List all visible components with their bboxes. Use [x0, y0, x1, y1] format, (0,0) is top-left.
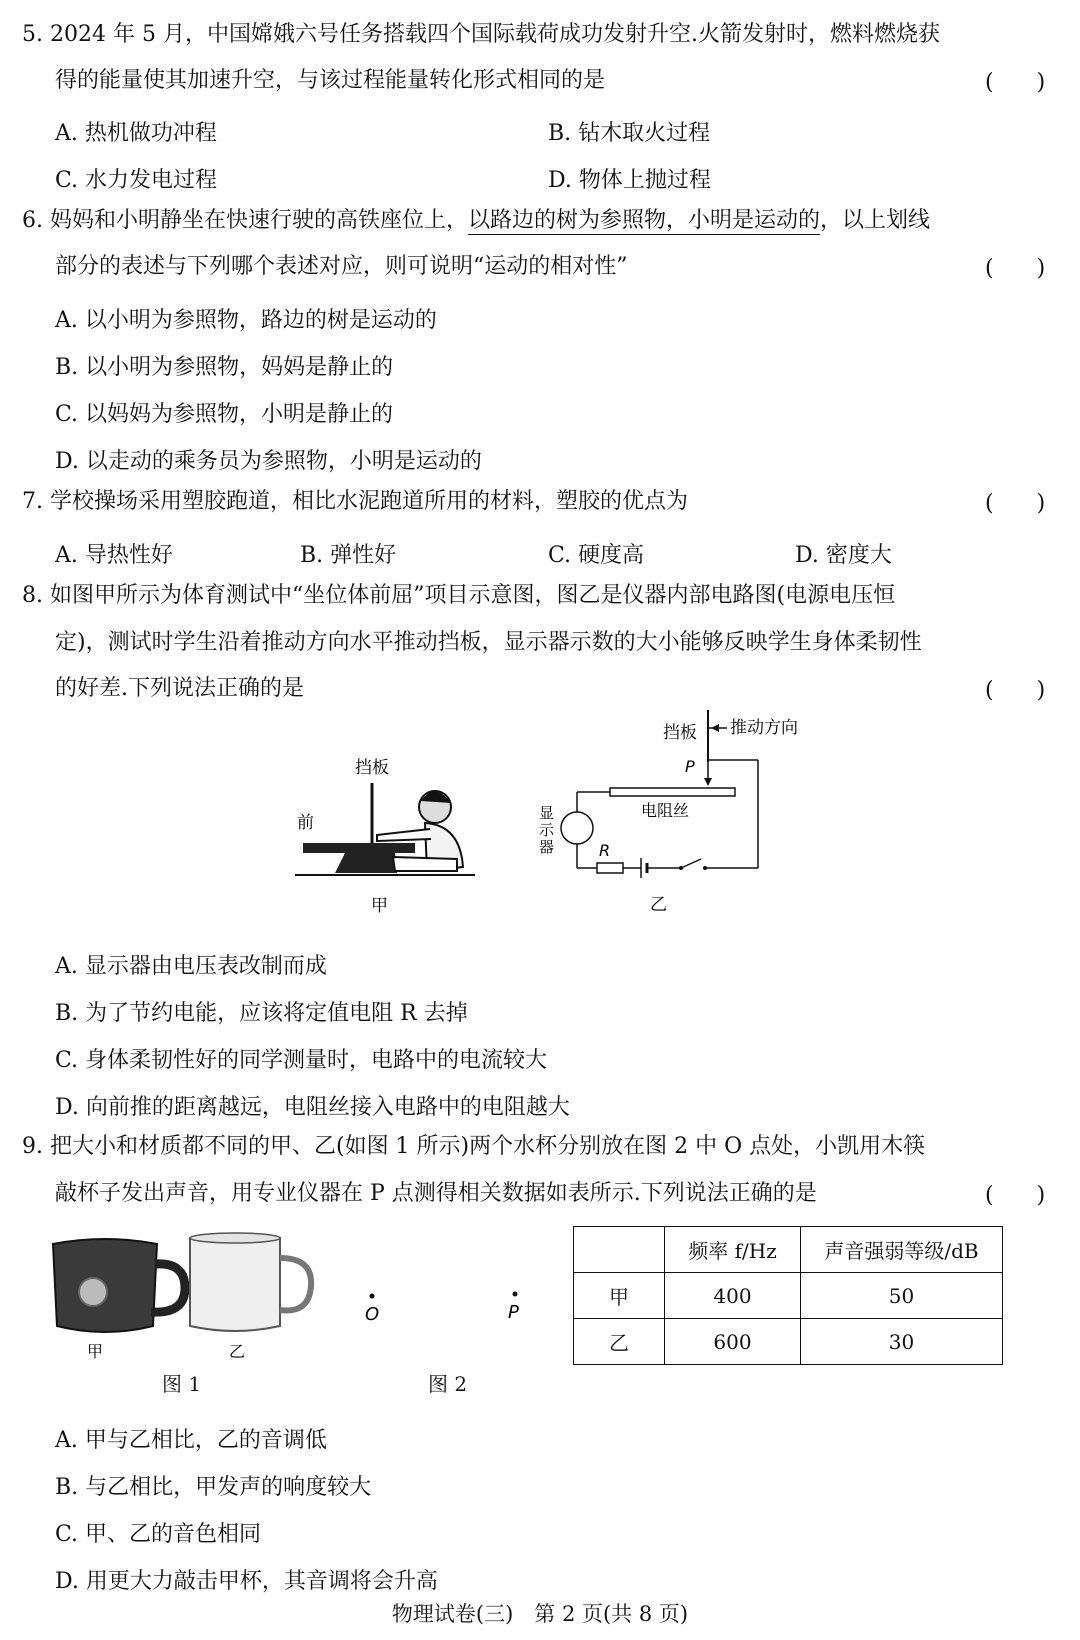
figure-circuit — [539, 708, 798, 923]
q6-answer-blank[interactable]: ( ) — [985, 256, 1064, 281]
fig-jia-bench-base — [335, 853, 397, 873]
figure-points — [360, 1290, 540, 1330]
fig2-caption: 图 2 — [428, 1372, 468, 1396]
fig-yi-slider-tip — [704, 778, 712, 786]
table-cell-frequency: 600 — [665, 1319, 801, 1365]
q9-answer-blank[interactable]: ( ) — [985, 1183, 1064, 1208]
fig-yi-direction-arrow — [711, 724, 719, 732]
q6-stem-line2: 部分的表述与下列哪个表述对应，则可说明“运动的相对性” — [55, 254, 628, 279]
table-header-blank — [574, 1227, 665, 1273]
q7-option-b[interactable]: B. 弹性好 — [300, 543, 397, 568]
table-cell-loudness: 50 — [801, 1273, 1003, 1319]
q5-option-d[interactable]: D. 物体上抛过程 — [548, 168, 711, 193]
q6-underlined-phrase: 以路边的树为参照物，小明是运动的 — [468, 208, 821, 233]
q7-option-c[interactable]: C. 硬度高 — [548, 543, 645, 568]
q8-stem-line3: 的好差.下列说法正确的是 — [55, 676, 304, 701]
q6-stem-part1: 6. 妈妈和小明静坐在快速行驶的高铁座位上， — [22, 208, 468, 233]
page-footer: 物理试卷(三) 第 2 页(共 8 页) — [391, 1602, 689, 1626]
table-header-frequency: 频率 f/Hz — [665, 1227, 801, 1273]
point-p-label: P — [508, 1302, 519, 1323]
q6-option-b[interactable]: B. 以小明为参照物，妈妈是静止的 — [55, 355, 394, 380]
table-header-row — [574, 1227, 1003, 1273]
q9-option-d[interactable]: D. 用更大力敲击甲杯，其音调将会升高 — [55, 1569, 438, 1594]
table-row — [574, 1273, 1003, 1319]
fig-jia-bench-top — [303, 843, 415, 853]
q8-option-d[interactable]: D. 向前推的距离越远，电阻丝接入电路中的电阻越大 — [55, 1095, 570, 1120]
fig-yi-caption: 乙 — [650, 895, 667, 915]
table-header-loudness: 声音强弱等级/dB — [801, 1227, 1003, 1273]
q6-stem-part2: ，以上划线 — [820, 208, 931, 233]
fig-yi-r-label: R — [599, 841, 611, 860]
q6-option-c[interactable]: C. 以妈妈为参照物，小明是静止的 — [55, 402, 394, 427]
fig-yi-wire-label: 电阻丝 — [641, 801, 690, 820]
fig-yi-display-label-1: 显 — [539, 804, 555, 822]
q8-option-c[interactable]: C. 身体柔韧性好的同学测量时，电路中的电流较大 — [55, 1048, 548, 1073]
fig-yi-resistance-wire — [610, 788, 735, 796]
table-cell-cup: 甲 — [574, 1273, 665, 1319]
q6-stem-line1 — [22, 210, 930, 232]
q5-stem-line1: 5. 2024 年 5 月，中国嫦娥六号任务搭载四个国际载荷成功发射升空.火箭发射时，燃料燃烧获 — [22, 22, 940, 47]
fig-jia-board-label: 挡板 — [355, 758, 389, 778]
table-cell-frequency: 400 — [665, 1273, 801, 1319]
q8-stem-line1: 8. 如图甲所示为体育测试中“坐位体前屈”项目示意图，图乙是仪器内部电路图(电源电压恒 — [22, 583, 896, 608]
q9-option-c[interactable]: C. 甲、乙的音色相同 — [55, 1522, 262, 1547]
q9-stem-line1: 9. 把大小和材质都不同的甲、乙(如图 1 所示)两个水杯分别放在图 2 中 O 点处，小凯用木筷 — [22, 1134, 926, 1159]
fig-yi-fixed-resistor — [597, 863, 623, 873]
q7-option-a[interactable]: A. 导热性好 — [55, 543, 173, 568]
q5-stem-line2: 得的能量使其加速升空，与该过程能量转化形式相同的是 — [55, 68, 606, 93]
cup-jia-emblem — [79, 1278, 107, 1306]
figure-cups — [45, 1230, 335, 1365]
q6-option-a[interactable]: A. 以小明为参照物，路边的树是运动的 — [55, 308, 437, 333]
cup-yi-rim — [190, 1233, 280, 1243]
cup-yi-body — [190, 1234, 280, 1331]
fig-jia-caption: 甲 — [371, 896, 388, 916]
cup-jia-label: 甲 — [87, 1342, 104, 1361]
q7-stem: 7. 学校操场采用塑胶跑道，相比水泥跑道所用的材料，塑胶的优点为 — [22, 489, 688, 514]
q8-stem-line2: 定)，测试时学生沿着推动方向水平推动挡板，显示器示数的大小能够反映学生身体柔韧性 — [55, 630, 922, 655]
cup-yi-handle — [280, 1258, 311, 1311]
fig-yi-p-label: P — [685, 757, 695, 776]
fig-yi-board-label: 挡板 — [663, 723, 697, 743]
q8-option-b[interactable] — [55, 996, 468, 1027]
q6-option-d[interactable]: D. 以走动的乘务员为参照物，小明是运动的 — [55, 449, 482, 474]
point-o-label: O — [365, 1304, 380, 1325]
fig1-caption: 图 1 — [162, 1372, 202, 1396]
fig-yi-switch-blade — [681, 859, 701, 868]
q7-answer-blank[interactable]: ( ) — [985, 491, 1064, 516]
q9-stem-line2: 敲杯子发出声音，用专业仪器在 P 点测得相关数据如表所示.下列说法正确的是 — [55, 1181, 817, 1206]
table-cell-cup: 乙 — [574, 1319, 665, 1365]
q5-option-c[interactable]: C. 水力发电过程 — [55, 168, 218, 193]
fig-jia-student-legs — [393, 857, 457, 871]
fig-yi-display-label-3: 器 — [539, 838, 555, 856]
fig-jia-student-arm — [377, 829, 431, 841]
q5-option-a[interactable]: A. 热机做功冲程 — [55, 121, 217, 146]
fig-yi-display-meter — [561, 812, 593, 844]
point-p-dot — [513, 1292, 518, 1297]
q5-option-b[interactable]: B. 钻木取火过程 — [548, 121, 711, 146]
fig-yi-display-label-2: 示 — [539, 821, 555, 839]
table-cell-loudness: 30 — [801, 1319, 1003, 1365]
figure-sit-and-reach — [285, 745, 495, 920]
q9-option-b[interactable]: B. 与乙相比，甲发声的响度较大 — [55, 1475, 372, 1500]
sound-data-table — [573, 1226, 1003, 1365]
q8-answer-blank[interactable]: ( ) — [985, 678, 1064, 703]
cup-yi-label: 乙 — [229, 1342, 246, 1361]
q8-option-b-text: B. 为了节约电能，应该将定值电阻 R 去掉 — [55, 1001, 468, 1026]
fig-yi-direction-label: 推动方向 — [730, 718, 798, 738]
fig-jia-front-label: 前 — [297, 813, 314, 833]
q5-answer-blank[interactable]: ( ) — [985, 70, 1064, 95]
q7-option-d[interactable]: D. 密度大 — [795, 543, 892, 568]
q9-option-a[interactable]: A. 甲与乙相比，乙的音调低 — [55, 1428, 327, 1453]
point-o-dot — [370, 1294, 375, 1299]
q8-option-a[interactable]: A. 显示器由电压表改制而成 — [55, 954, 327, 979]
table-row — [574, 1319, 1003, 1365]
